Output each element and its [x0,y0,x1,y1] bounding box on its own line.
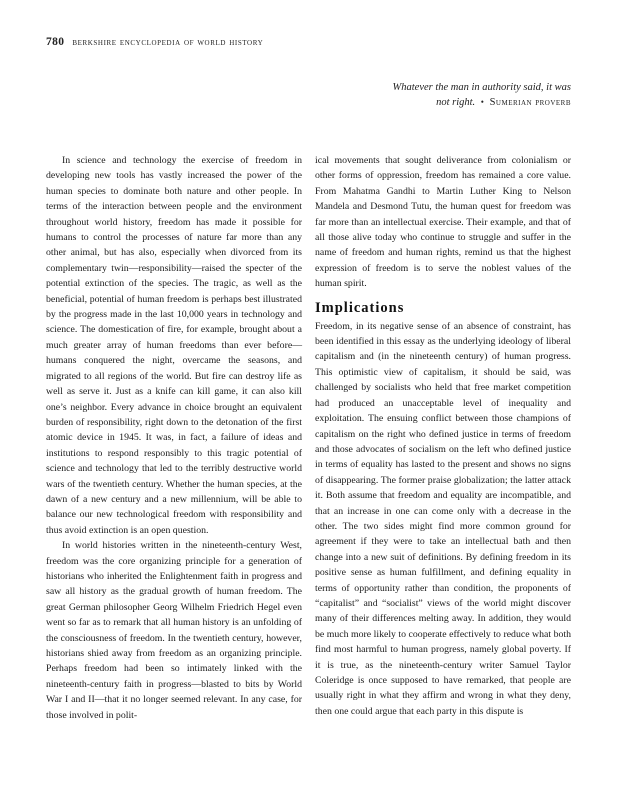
epigraph-attribution: Sumerian proverb [489,97,571,108]
running-header [46,36,263,48]
epigraph-quote-end: not right. [436,97,476,108]
paragraph: Freedom, in its negative sense of an absence of constraint, has been identified in this essay as the underlying ideology of liberal capitalism and (in the nineteenth century) of human progress. This optimistic view of capitalism, it should be said, was challenged by socialists who held that free market competition had produced an unacceptable level of inequality and exploitation. The ensuing conflict between those champions of capitalism on the right who defined justice in terms of freedom and those advocates of socialism on the left who defined justice in terms of equality has lasted to the present and shows no signs of disappearing. The former praise globalization; the latter attack it. Both assume that freedom and equality are incompatible, and that an increase in one can come only with a decrease in the other. The two sides might find more common ground for agreement if they were to take an intellectual bath and then change into a new suit of definitions. By defining freedom in its positive sense as human fulfillment, and defining equality in terms of opportunity rather than condition, the proponents of “capitalist” and “socialist” views of the world might discover many of their differences melting away. In addition, they would be much more likely to cooperate effectively to reduce what both find most harmful to human progress, namely global poverty. If it is true, as the nineteenth-century writer Samuel Taylor Coleridge is once supposed to have remarked, that people are usually right in what they affirm and wrong in what they deny, then one could argue that each party in this dispute is [315,320,571,717]
section-heading: Implications [315,299,405,316]
right-column [315,153,571,719]
paragraph: In world histories written in the nineteenth-century West, freedom was the core organizing principle for a generation of historians who inherited the Enlightenment faith in progress and saw all history as the gradual growth of human freedom. The great German philosopher Georg Wilhelm Friedrich Hegel even went so far as to remark that all human history is an unfolding of the consciousness of freedom. In the twentieth century, however, historians shied away from freedom as an organizing principle. Perhaps freedom had been so intimately linked with the nineteenth-century faith in progress—blasted to bits by World War I and II—that it no longer seemed relevant. In any case, for those involved in polit- [46,540,302,721]
page-number: 780 [46,36,65,48]
paragraph: ical movements that sought deliverance from colonialism or other forms of oppression, freedom has remained a core value. From Mahatma Gandhi to Martin Luther King to Nelson Mandela and Desmond Tutu, the human quest for freedom was far more than an intellectual exercise. Their example, and that of all those alive today who continue to struggle and suffer in the name of freedom and human rights, remind us that the highest expression of freedom is to serve the noblest values of the human spirit. [315,155,571,290]
bullet-icon: • [480,97,484,107]
running-title: berkshire encyclopedia of world history [72,37,264,48]
epigraph-line-2 [311,95,571,110]
paragraph: In science and technology the exercise of freedom in developing new tools has vastly increased the power of the human species to dominate both nature and other people. In terms of the interaction between people and the environment throughout world history, freedom has made it possible for humans to control the processes of nature far more than any other animal, but has also, especially when divorced from its complementary twin—responsibility—raised the specter of the potential extinction of the species. The tragic, as well as the beneficial, potential of human freedom is perhaps best illustrated by the progress made in the last 10,000 years in technology and science. The domestication of fire, for example, brought about a much greater array of human freedoms than ever before—humans conquered the night, overcame the seasons, and migrated to all regions of the world. But fire can destroy life as well as serve it. Just as a knife can kill game, it can also kill one’s neighbor. Every advance in choice brought an equivalent burden of responsibility, right down to the detonation of the first atomic device in 1945. It was, in fact, a failure of ideas and institutions to respond responsibly to this tragic potential of science and technology that led to the terribly destructive world wars of the twentieth century. Whether the human species, at the dawn of a new century and a new millennium, will be able to balance our new technological freedom with responsibility and thus avoid extinction is an open question. [46,155,302,536]
left-column [46,153,302,723]
epigraph [311,80,571,110]
epigraph-line-1: Whatever the man in authority said, it was [392,82,571,93]
